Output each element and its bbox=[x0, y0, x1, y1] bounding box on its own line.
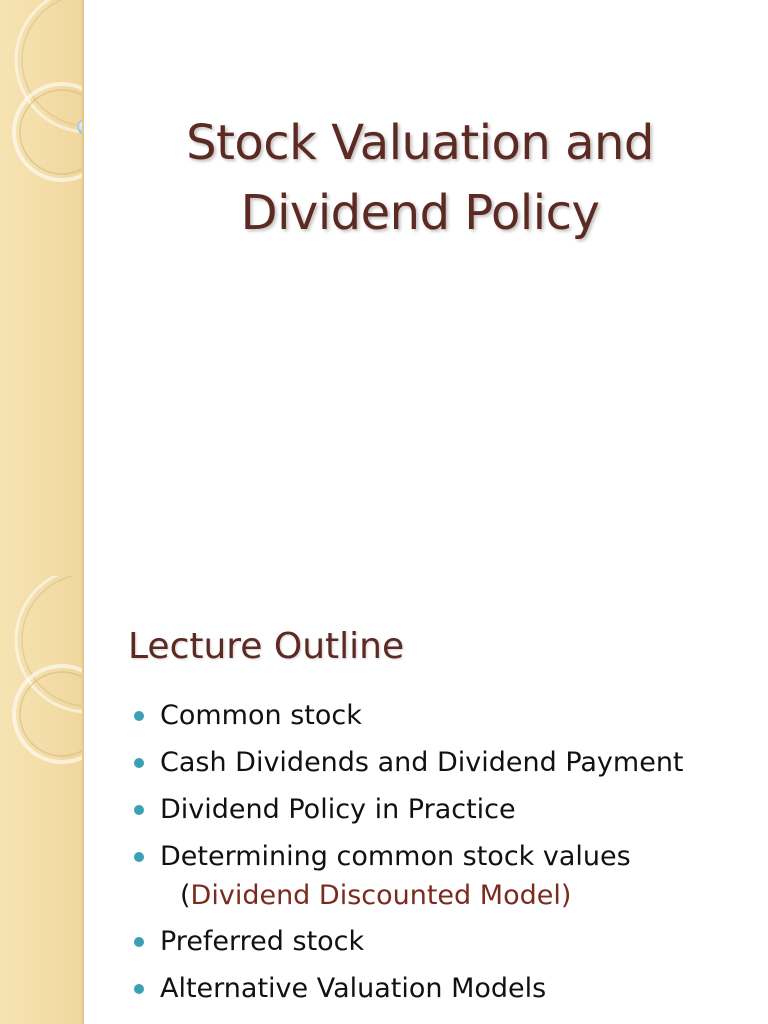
bullet-icon bbox=[134, 758, 144, 768]
slide-title bbox=[100, 108, 740, 248]
ring-circles-ornament-icon bbox=[0, 576, 84, 1024]
list-item bbox=[134, 837, 684, 915]
side-strip bbox=[0, 0, 84, 576]
outline-heading: Lecture Outline bbox=[128, 626, 405, 667]
list-item-text: Dividend Policy in Practice bbox=[160, 794, 516, 825]
paren-close: ) bbox=[560, 880, 572, 911]
slide-title-line-1: Stock Valuation and bbox=[186, 115, 654, 171]
list-item bbox=[134, 696, 684, 736]
ring-circles-ornament-icon bbox=[0, 0, 84, 576]
bullet-icon bbox=[134, 937, 144, 947]
list-item-text: Preferred stock bbox=[160, 926, 365, 957]
list-item-text: Common stock bbox=[160, 700, 362, 731]
list-item bbox=[134, 969, 684, 1009]
list-item-subtext bbox=[160, 877, 684, 915]
bullet-icon bbox=[134, 852, 144, 862]
list-item-text: Cash Dividends and Dividend Payment bbox=[160, 747, 684, 778]
list-item-text: Alternative Valuation Models bbox=[160, 973, 547, 1004]
list-item bbox=[134, 922, 684, 962]
highlight-text: Dividend Discounted Model bbox=[190, 880, 561, 911]
bullet-icon bbox=[134, 711, 144, 721]
bullet-icon bbox=[134, 805, 144, 815]
list-item bbox=[134, 743, 684, 783]
side-strip bbox=[0, 576, 84, 1024]
list-item bbox=[134, 790, 684, 830]
outline-list bbox=[134, 696, 684, 1016]
bullet-icon bbox=[134, 984, 144, 994]
paren-open: ( bbox=[180, 880, 191, 911]
list-item-text: Determining common stock values bbox=[160, 841, 631, 872]
outline-slide bbox=[0, 576, 768, 1024]
slide-title-line-2: Dividend Policy bbox=[240, 185, 600, 241]
